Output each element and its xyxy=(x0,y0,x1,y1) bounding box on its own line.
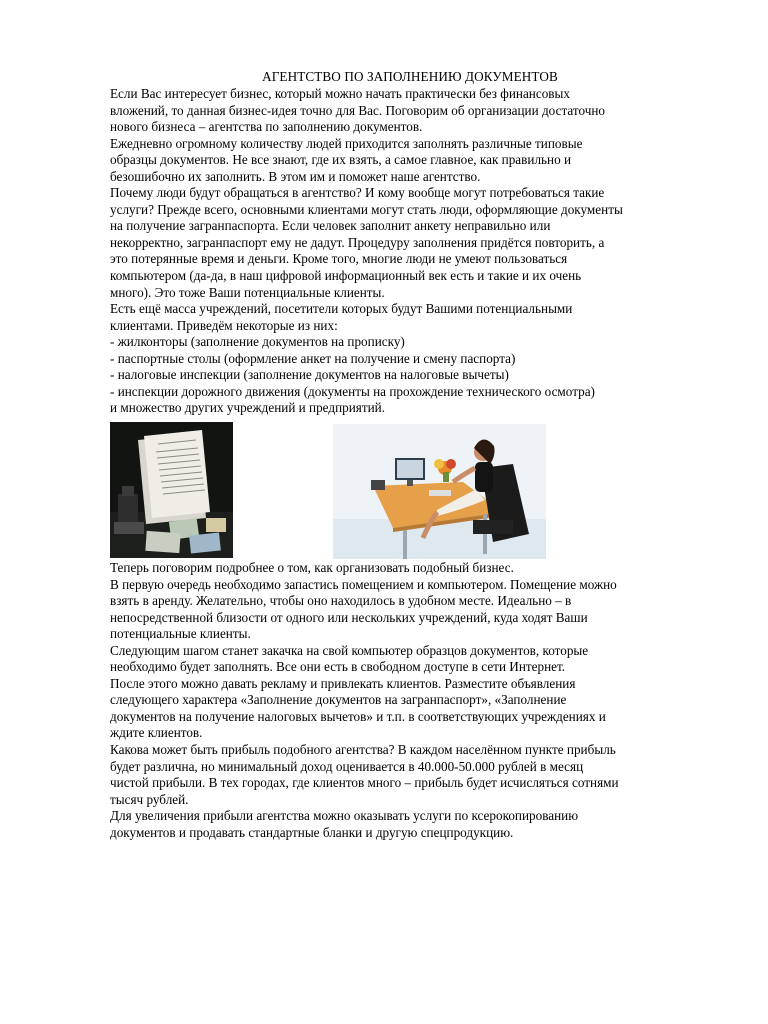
text-line: В первую очередь необходимо запастись помещением и компьютером. Помещение можно xyxy=(110,576,617,592)
text-line: документов на получение налоговых вычетов» и т.п. в соответствующих учреждениях и xyxy=(110,708,606,724)
text-line: чистой прибыли. В тех городах, где клиентов много – прибыль будет исчисляться сотнями xyxy=(110,775,619,791)
text-block-intro xyxy=(110,86,716,417)
text-line: непосредственной близости от одного или нескольких учреждений, куда ходят Ваши xyxy=(110,609,588,625)
text-line: - жилконторы (заполнение документов на прописку) xyxy=(110,334,405,350)
text-line: образцы документов. Не все знают, где их взять, а самое главное, как правильно и xyxy=(110,152,572,168)
text-line: нового бизнеса – агентства по заполнению документов. xyxy=(110,119,423,135)
text-block-main xyxy=(110,560,716,841)
text-line: компьютером (да-да, в наш цифровой информационный век есть и такие и их очень xyxy=(110,268,582,284)
text-line: ждите клиентов. xyxy=(110,725,203,741)
text-line: Ежедневно огромному количеству людей приходится заполнять различные типовые xyxy=(110,135,583,151)
text-line: взять в аренду. Желательно, чтобы оно находилось в удобном месте. Идеально – в xyxy=(110,593,572,609)
documents-stamp-photo xyxy=(110,422,233,558)
office-woman-photo xyxy=(333,424,546,559)
text-line: следующего характера «Заполнение документов на загранпаспорт», «Заполнение xyxy=(110,692,567,708)
text-line: Почему люди будут обращаться в агентство? И кому вообще могут потребоваться такие xyxy=(110,185,605,201)
text-line: потенциальные клиенты. xyxy=(110,626,251,642)
document-title: АГЕНТСТВО ПО ЗАПОЛНЕНИЮ ДОКУМЕНТОВ xyxy=(262,69,558,84)
text-line: Если Вас интересует бизнес, который можно начать практически без финансовых xyxy=(110,86,570,101)
text-line: безошибочно их заполнить. В этом им и поможет наше агентство. xyxy=(110,168,481,184)
text-line: тысяч рублей. xyxy=(110,791,189,807)
text-line: - инспекции дорожного движения (документы на прохождение технического осмотра) xyxy=(110,383,595,399)
text-line: - налоговые инспекции (заполнение документов на налоговые вычеты) xyxy=(110,367,509,383)
text-line: документов и продавать стандартные бланки и другую спецпродукцию. xyxy=(110,824,514,840)
text-line: Есть ещё масса учреждений, посетители которых будут Вашими потенциальными xyxy=(110,301,573,317)
text-line: Для увеличения прибыли агентства можно оказывать услуги по ксерокопированию xyxy=(110,808,579,824)
text-line: на получение загранпаспорта. Если человек заполнит анкету неправильно или xyxy=(110,218,551,234)
text-line: После этого можно давать рекламу и привлекать клиентов. Разместите объявления xyxy=(110,675,576,691)
text-line: - паспортные столы (оформление анкет на получение и смену паспорта) xyxy=(110,350,516,366)
text-line: Теперь поговорим подробнее о том, как организовать подобный бизнес. xyxy=(110,560,514,575)
text-line: будет различна, но минимальный доход оценивается в 40.000-50.000 рублей в месяц xyxy=(110,758,584,774)
text-line: Какова может быть прибыль подобного агентства? В каждом населённом пункте прибыль xyxy=(110,742,616,758)
text-line: клиентами. Приведём некоторые из них: xyxy=(110,317,338,333)
text-line: необходимо будет заполнять. Все они есть в свободном доступе в сети Интернет. xyxy=(110,659,566,675)
text-line: услуги? Прежде всего, основными клиентами могут стать люди, оформляющие документы xyxy=(110,201,623,217)
text-line: Следующим шагом станет закачка на свой компьютер образцов документов, которые xyxy=(110,642,589,658)
text-line: много). Это тоже Ваши потенциальные клиенты. xyxy=(110,284,385,300)
text-line: и множество других учреждений и предприятий. xyxy=(110,400,386,416)
text-line: некорректно, загранпаспорт ему не дадут. Процедуру заполнения придётся повторить, а xyxy=(110,234,605,250)
text-line: это потерянные время и деньги. Кроме того, многие люди не умеют пользоваться xyxy=(110,251,568,267)
text-line: вложений, то данная бизнес-идея точно для Вас. Поговорим об организации достаточно xyxy=(110,102,605,118)
